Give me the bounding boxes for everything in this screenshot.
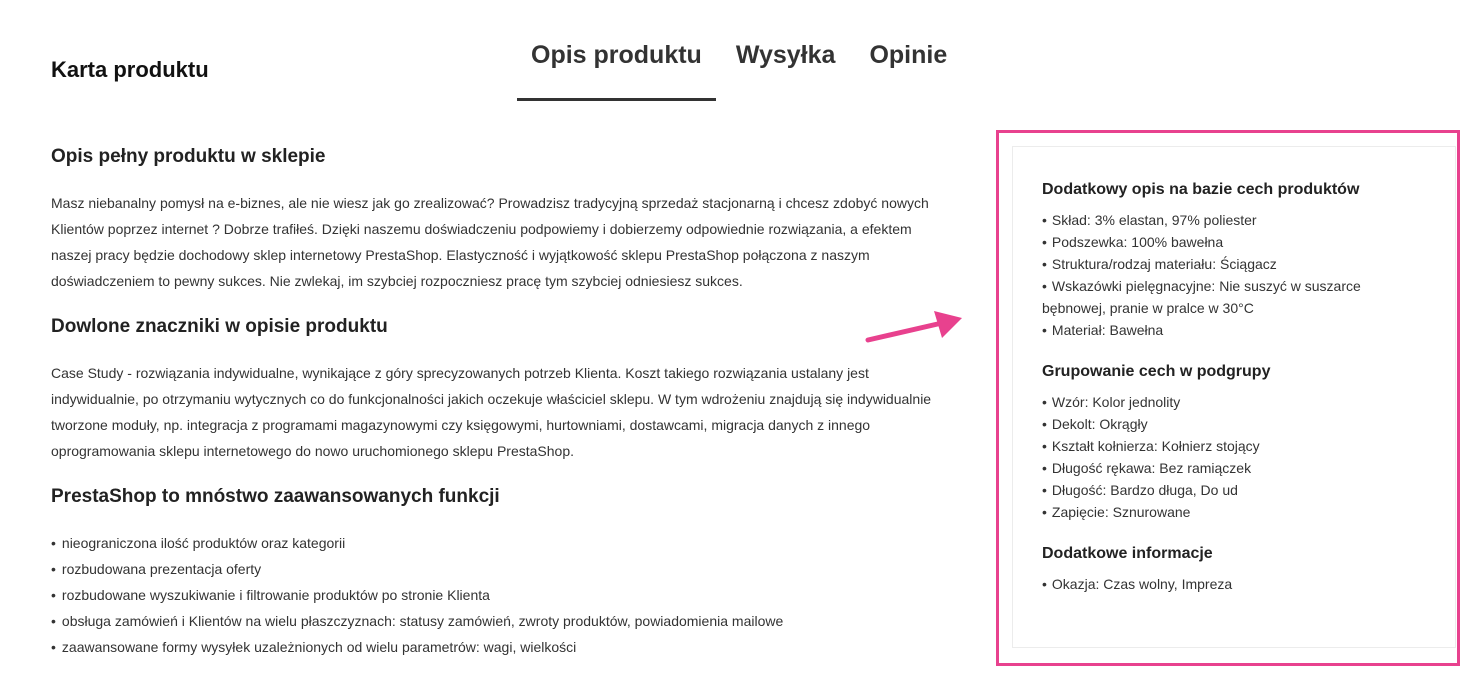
feature-item: • Wskazówki pielęgnacyjne: Nie suszyć w suszarce bębnowej, pranie w pralce w 30°C	[1042, 275, 1426, 319]
list-item: • zaawansowane formy wysyłek uzależnionych od wielu parametrów: wagi, wielkości	[51, 634, 951, 660]
arrow-right-icon	[862, 308, 966, 348]
feature-item: • Podszewka: 100% bawełna	[1042, 231, 1426, 253]
features-heading: Grupowanie cech w podgrupy	[1042, 363, 1271, 380]
product-features-panel	[1012, 146, 1456, 648]
features-heading: Dodatkowy opis na bazie cech produktów	[1042, 181, 1360, 198]
section-heading: Dowlone znaczniki w opisie produktu	[51, 316, 388, 337]
product-tabs	[517, 38, 961, 101]
feature-item: • Struktura/rodzaj materiału: Ściągacz	[1042, 253, 1426, 275]
feature-item: • Okazja: Czas wolny, Impreza	[1042, 573, 1426, 595]
section-text: Masz niebanalny pomysł na e-biznes, ale nie wiesz jak go zrealizować? Prowadzisz tradycyjną sprzedaż stacjonarną i chcesz zdobyć nowych Klientów poprzez internet ? Dobrze trafiłeś. Dzięki naszemu doświadczeniu podpowiemy i dobierzemy odpowiednie rozwiązania, a efektem naszej pracy będzie dochodowy sklep internetowy PrestaShop. Elastyczność i wyjątkowość sklepu PrestaShop połączona z naszym doświadczeniem to pewny sukces. Nie zwlekaj, im szybciej rozpoczniesz pracę tym szybciej odniesiesz sukces.	[51, 195, 929, 289]
feature-item: • Wzór: Kolor jednolity	[1042, 391, 1426, 413]
feature-item: • Długość: Bardzo długa, Do ud	[1042, 479, 1426, 501]
tab-wysylka[interactable]: Wysyłka	[735, 41, 836, 69]
feature-item: • Zapięcie: Sznurowane	[1042, 501, 1426, 523]
section-heading: PrestaShop to mnóstwo zaawansowanych funkcji	[51, 486, 500, 507]
section-heading: Opis pełny produktu w sklepie	[51, 146, 326, 167]
feature-item: • Dekolt: Okrągły	[1042, 413, 1426, 435]
feature-item: • Materiał: Bawełna	[1042, 319, 1426, 341]
tab-opinie[interactable]: Opinie	[869, 41, 948, 69]
feature-item: • Długość rękawa: Bez ramiączek	[1042, 457, 1426, 479]
feature-item: • Skład: 3% elastan, 97% poliester	[1042, 209, 1426, 231]
product-description	[51, 144, 951, 660]
page-title: Karta produktu	[51, 57, 209, 82]
list-item: • rozbudowane wyszukiwanie i filtrowanie produktów po stronie Klienta	[51, 582, 951, 608]
feature-list	[51, 530, 951, 660]
section-text: Case Study - rozwiązania indywidualne, wynikające z góry sprecyzowanych potrzeb Klienta. Koszt takiego rozwiązania ustalany jest indywidualnie, po otrzymaniu wytycznych co do funkcjonalności jakich oczekuje właściciel sklepu. W tym wdrożeniu znajdują się indywidualnie tworzone moduły, np. integracja z programami magazynowymi czy księgowymi, hurtowniami, dostawcami, migracja danych z innego oprogramowania sklepu internetowego do nowo uruchomionego sklepu PrestaShop.	[51, 365, 932, 459]
list-item: • nieograniczona ilość produktów oraz kategorii	[51, 530, 951, 556]
features-heading: Dodatkowe informacje	[1042, 545, 1213, 562]
feature-item: • Kształt kołnierza: Kołnierz stojący	[1042, 435, 1426, 457]
features-list	[1042, 391, 1426, 523]
features-list	[1042, 573, 1426, 595]
features-list	[1042, 209, 1426, 341]
list-item: • obsługa zamówień i Klientów na wielu płaszczyznach: statusy zamówień, zwroty produktów, powiadomienia mailowe	[51, 608, 951, 634]
list-item: • rozbudowana prezentacja oferty	[51, 556, 951, 582]
tab-opis-produktu[interactable]: Opis produktu	[517, 38, 716, 101]
